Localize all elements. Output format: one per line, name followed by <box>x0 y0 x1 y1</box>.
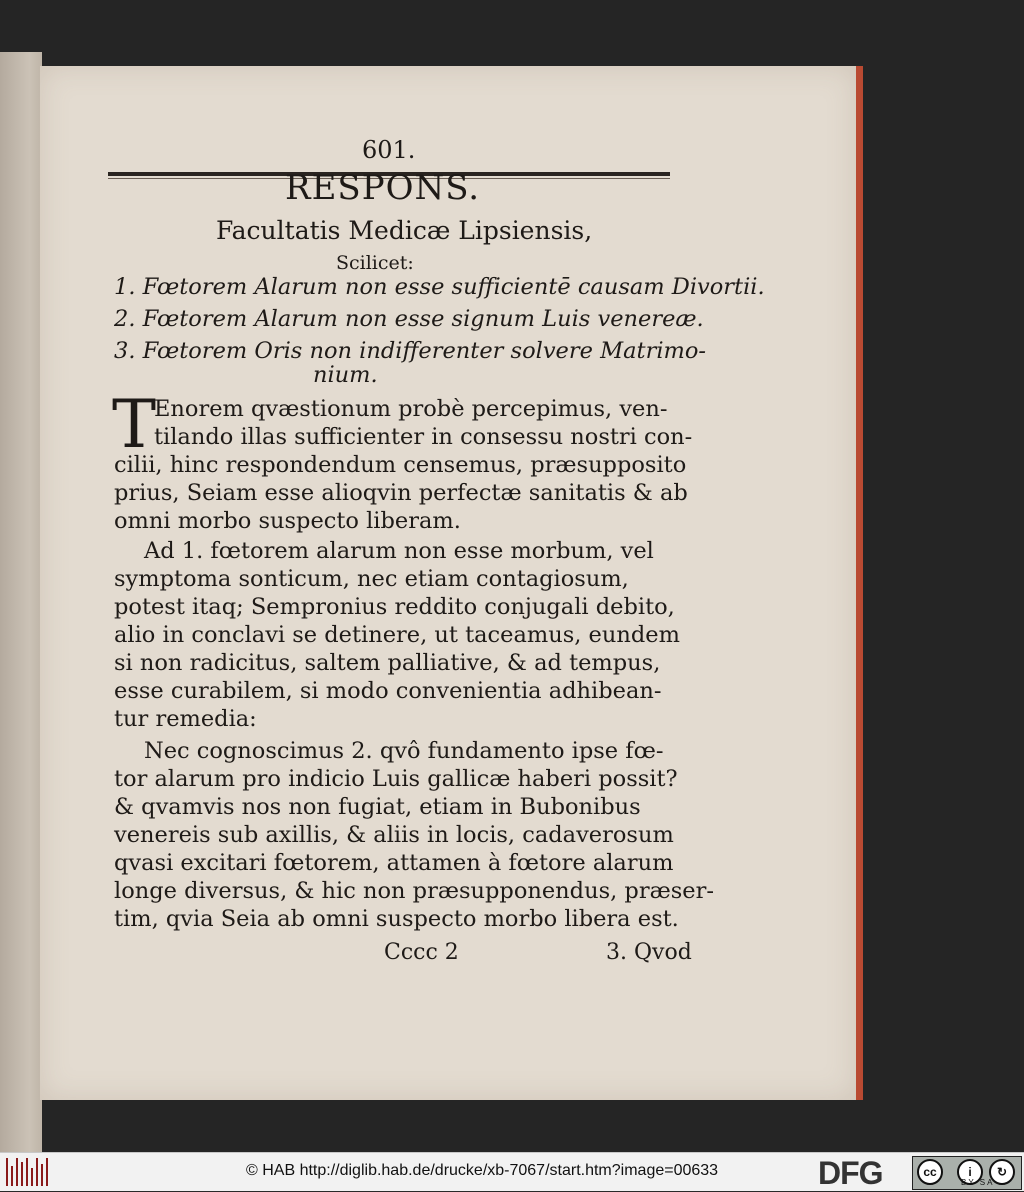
catchword: 3. Qvod <box>606 940 692 965</box>
page-title: RESPONS. <box>285 168 481 208</box>
dfg-logo[interactable]: DFG <box>818 1155 883 1191</box>
page-number: 601. <box>362 136 416 164</box>
cc-license-badge[interactable] <box>912 1156 1022 1190</box>
body-line: venereis sub axillis, & aliis in locis, cadaverosum <box>114 822 674 848</box>
body-line: Ad 1. fœtorem alarum non esse morbum, vel <box>144 538 654 564</box>
hab-barcode-logo-icon <box>6 1158 48 1186</box>
body-line: si non radicitus, saltem palliative, & ad tempus, <box>114 650 661 676</box>
body-line: potest itaq; Sempronius reddito conjugali debito, <box>114 594 675 620</box>
body-line: tilando illas sufficienter in consessu nostri con- <box>154 424 693 450</box>
by-icon: i <box>957 1159 983 1185</box>
body-line: Enorem qvæstionum probè percepimus, ven- <box>154 396 668 422</box>
thesis-line: 2. Fœtorem Alarum non esse signum Luis venereæ. <box>114 306 704 332</box>
drop-capital: T <box>112 386 157 463</box>
thesis-line: 1. Fœtorem Alarum non esse sufficientē causam Divortii. <box>114 274 765 300</box>
body-line: qvasi excitari fœtorem, attamen à fœtore alarum <box>114 850 674 876</box>
body-line: tor alarum pro indicio Luis gallicæ haberi possit? <box>114 766 678 792</box>
body-line: symptoma sonticum, nec etiam contagiosum, <box>114 566 629 592</box>
page-subtitle: Facultatis Medicæ Lipsiensis, <box>216 216 593 245</box>
scilicet-label: Scilicet: <box>336 252 414 274</box>
body-line: esse curabilem, si modo convenientia adhibean- <box>114 678 662 704</box>
footer-bar <box>0 1152 1024 1191</box>
thesis-line: nium. <box>313 362 378 388</box>
body-line: longe diversus, & hic non præsupponendus, præser- <box>114 878 714 904</box>
source-link[interactable]: © HAB http://diglib.hab.de/drucke/xb-7067/start.htm?image=00633 <box>246 1162 719 1179</box>
body-line: tim, qvia Seia ab omni suspecto morbo libera est. <box>114 906 679 932</box>
body-line: cilii, hinc respondendum censemus, præsupposito <box>114 452 687 478</box>
license-text: BY SA <box>961 1178 995 1187</box>
thesis-line: 3. Fœtorem Oris non indifferenter solvere Matrimo- <box>114 338 707 364</box>
body-line: alio in conclavi se detinere, ut taceamus, eundem <box>114 622 680 648</box>
sa-icon: ↻ <box>989 1159 1015 1185</box>
body-line: omni morbo suspecto liberam. <box>114 508 461 534</box>
cc-icon: cc <box>917 1159 943 1185</box>
body-line: Nec cognoscimus 2. qvô fundamento ipse fœ- <box>144 738 664 764</box>
signature-mark: Cccc 2 <box>384 940 459 965</box>
body-line: tur remedia: <box>114 706 257 732</box>
body-line: prius, Seiam esse alioqvin perfectæ sanitatis & ab <box>114 480 688 506</box>
body-line: & qvamvis nos non fugiat, etiam in Bubonibus <box>114 794 641 820</box>
previous-page-edge <box>0 52 42 1152</box>
scanned-page <box>40 66 863 1100</box>
